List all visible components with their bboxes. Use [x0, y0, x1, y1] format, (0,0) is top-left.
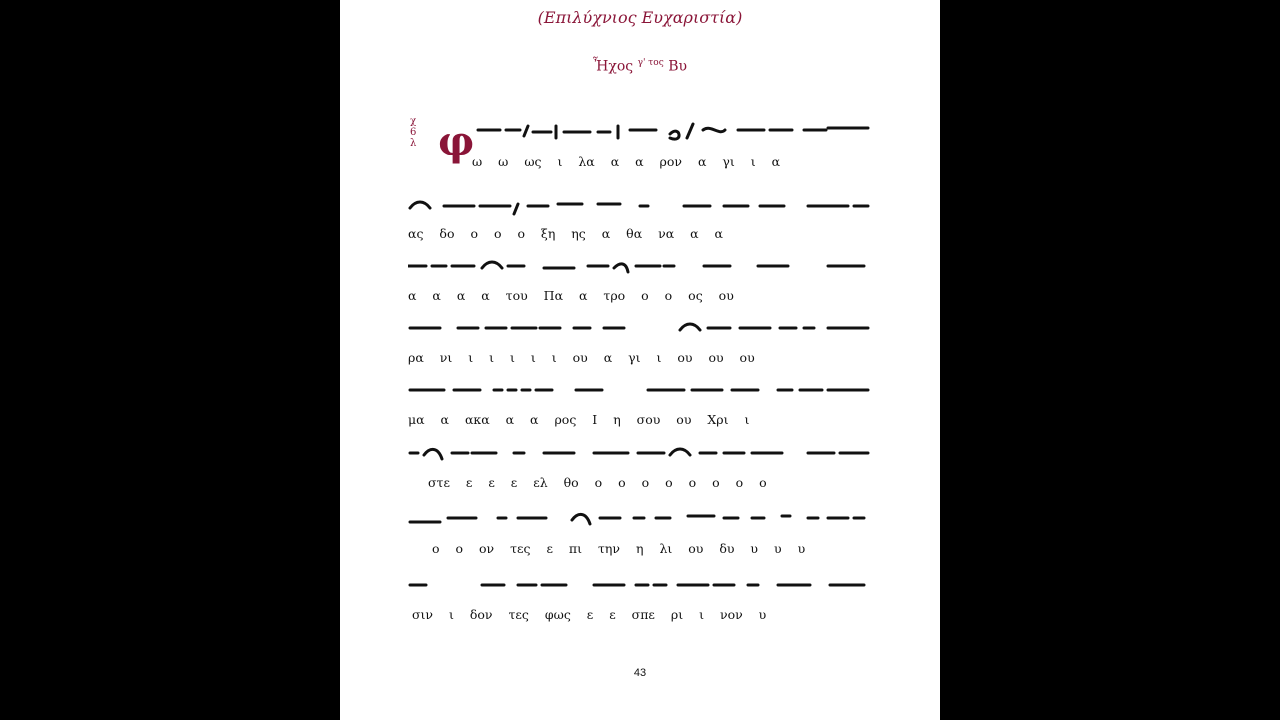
neume-glyphs-3: [408, 254, 873, 280]
neume-line-7: [408, 506, 873, 532]
neume-glyphs-5: [408, 378, 873, 404]
neume-glyphs-2: [408, 192, 873, 218]
neume-line-5: [408, 378, 873, 404]
neume-line-2: [408, 192, 873, 218]
lyrics-line-2: ας δο ο ο ο ξη ης α θα να α α: [408, 226, 723, 241]
neume-line-1: [408, 118, 873, 144]
neume-glyphs-6: [408, 441, 873, 467]
neume-glyphs-8: [408, 573, 873, 599]
page-number: 43: [633, 667, 647, 679]
lyrics-line-4: ρα νι ι ι ι ι ι ου α γι ι ου ου ου: [408, 350, 755, 365]
lyrics-line-7: ο ο ον τες ε πι την η λι ου δυ υ υ υ: [432, 541, 806, 556]
neume-line-4: [408, 316, 873, 342]
score-page: [340, 0, 940, 720]
neume-line-6: [408, 441, 873, 467]
lyrics-line-8: σιν ι δον τες φως ε ε σπε ρι ι νον υ: [412, 607, 767, 622]
lyrics-line-1: ω ω ως ι λα α α ρον α γι ι α: [472, 154, 781, 169]
lyrics-line-3: α α α α του Πα α τρο ο ο ος ου: [408, 288, 734, 303]
neume-glyphs-4: [408, 316, 873, 342]
lyrics-line-6: στε ε ε ε ελ θο ο ο ο ο ο ο ο ο: [428, 475, 767, 490]
mode-label: Ἦχος: [593, 58, 634, 75]
mode-heading: [340, 58, 940, 75]
neume-glyphs-1: [408, 118, 873, 144]
neume-line-8: [408, 573, 873, 599]
martyria-sign: χ 6 λ: [410, 116, 417, 149]
initial-martyria: φ: [438, 118, 475, 165]
neume-line-3: [408, 254, 873, 280]
mode-ordinal: γ' τος: [637, 58, 664, 68]
neume-glyphs-7: [408, 506, 873, 532]
mode-note: Βυ: [668, 58, 687, 75]
lyrics-line-5: μα α ακα α α ρος Ι η σου ου Χρι ι: [408, 412, 750, 427]
page-title: (Επιλύχνιος Ευχαριστία): [537, 8, 743, 27]
